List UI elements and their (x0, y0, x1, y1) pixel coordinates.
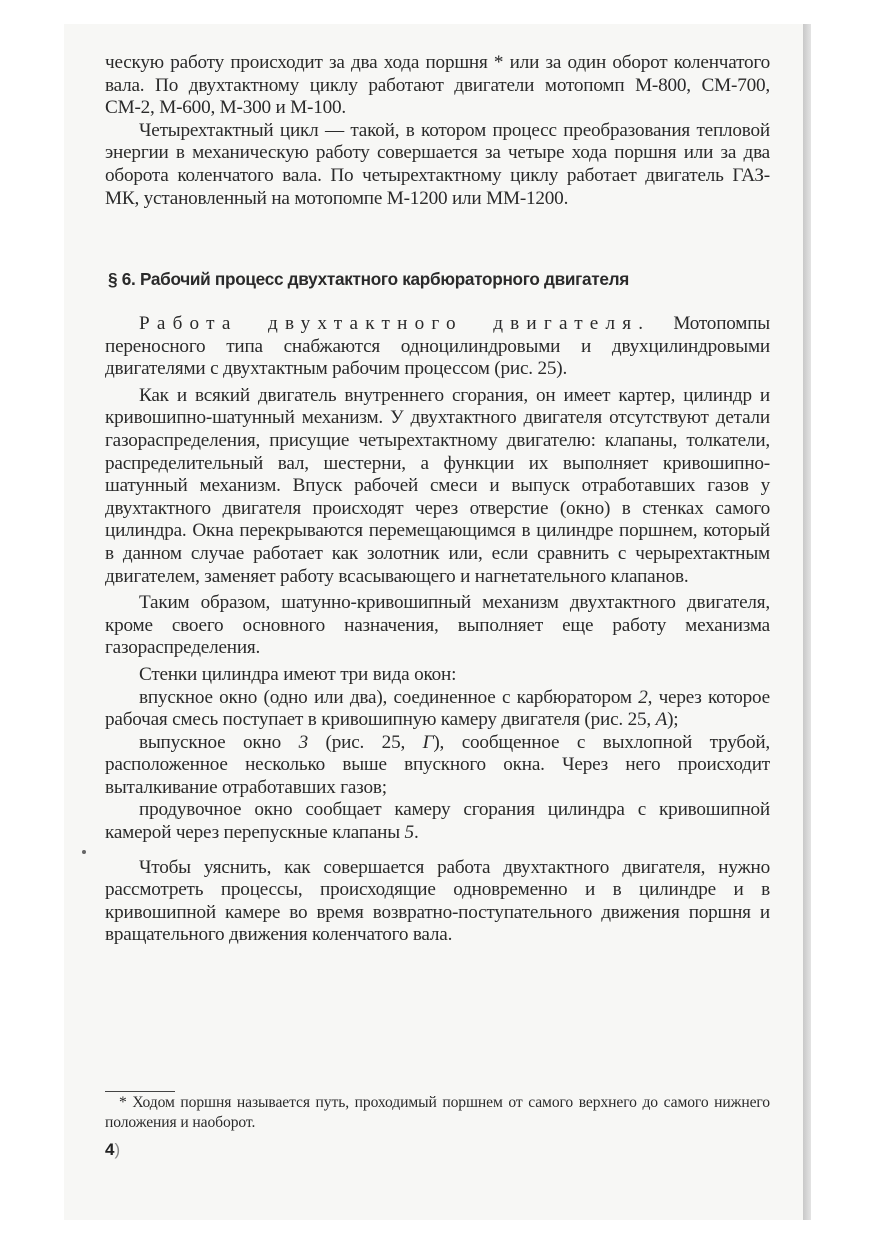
window-item-exhaust: выпускное окно 3 (рис. 25, Г), сообщенное с выхлопной трубой, расположенное несколько выше впускного окна. Через него происходит выталкивание отработавших газов; (105, 731, 770, 798)
paragraph-1-text: Мотопомпы переносного типа снабжаются одноцилиндровыми и двухцилиндровыми двигателями с двухтактным рабочим процессом (рис. 25). (105, 313, 770, 380)
ref-number: 3 (298, 731, 308, 753)
page-number-suffix: ) (114, 1140, 121, 1159)
paragraph-3: Таким образом, шатунно-кривошипный механизм двухтактного двигателя, кроме своего основного назначения, выполняет еще работу механизма газораспределения. (105, 592, 770, 659)
window-item-scavenge: продувочное окно сообщает камеру сгорания цилиндра с кривошипной камерой через перепускные клапаны 5. (105, 799, 770, 844)
scan-artifact-dot (82, 850, 86, 854)
paragraph-4: Стенки цилиндра имеют три вида окон: (139, 663, 457, 685)
page-number-value: 4 (105, 1140, 115, 1159)
section-heading: § 6. Рабочий процесс двухтактного карбюраторного двигателя (108, 269, 630, 289)
figure-ref: А (655, 709, 668, 731)
footnote-divider (105, 1091, 175, 1092)
page-number (105, 1140, 120, 1160)
intro-paragraph-2: Четырехтактный цикл — такой, в котором процесс преобразования тепловой энергии в механическую работу совершается за четыре хода поршня или за два оборота коленчатого вала. По четырехтактному циклу работает двигатель ГАЗ-МК, установленный на мотопомпе М-1200 или ММ-1200. (105, 119, 770, 209)
ref-number: 5 (404, 822, 414, 844)
footnote (105, 1093, 770, 1132)
figure-ref: Г (422, 731, 434, 753)
intro-paragraph-1: ческую работу происходит за два хода поршня * или за один оборот коленчатого вала. По двухтактному циклу работают двигатели мотопомп М-800, СМ-700, СМ-2, М-600, М-300 и М-100. (105, 52, 770, 119)
closing-paragraph: Чтобы уяснить, как совершается работа двухтактного двигателя, нужно рассмотреть процессы, происходящие одновременно и в цилиндре и в кривошипной камере во время возвратно-поступательного движения поршня и вращательного движения коленчатого вала. (105, 856, 770, 946)
subsection-runin-title: Работа двухтактного двигателя. (139, 313, 651, 334)
paragraph-1 (105, 313, 770, 381)
intro-text (105, 52, 770, 210)
paragraph-2: Как и всякий двигатель внутреннего сгорания, он имеет картер, цилиндр и кривошипно-шатунный механизм. У двухтактного двигателя отсутствуют детали газораспределения, присущие четырехтактному двигателю: клапаны, толкатели, распределительный вал, шестерни, а функции их выполняет кривошипно-шатунный механизм. Впуск рабочей смеси и выпуск отработавших газов у двухтактного двигателя происходят через отверстие (окно) в стенках самого цилиндра. Окна перекрываются перемещающимся в цилиндре поршнем, который в данном случае работает как золотник или, если сравнить с черырехтактным двигателем, заменяет работу всасывающего и нагнетательного клапанов. (105, 384, 770, 587)
section-body (105, 313, 770, 947)
footnote-text: * Ходом поршня называется путь, проходимый поршнем от самого верхнего до самого нижнего положения и наоборот. (105, 1094, 770, 1131)
window-item-intake: впускное окно (одно или два), соединенное с карбюратором 2, через которое рабочая смесь поступает в кривошипную камеру двигателя (рис. 25, А); (105, 686, 770, 731)
page-edge-shadow (803, 24, 811, 1220)
ref-number: 2 (638, 686, 648, 708)
